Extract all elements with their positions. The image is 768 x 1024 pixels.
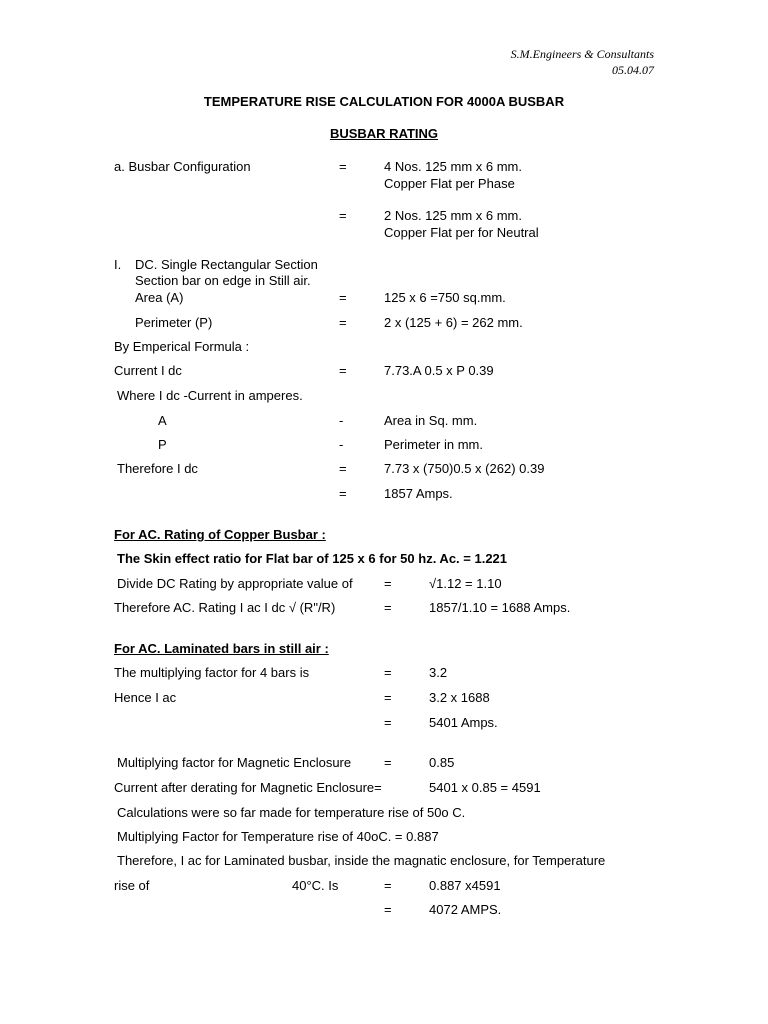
company-name: S.M.Engineers & Consultants <box>510 47 654 61</box>
symbol-a-meaning: Area in Sq. mm. <box>384 413 478 428</box>
config-value-1-line2: Copper Flat per Phase <box>384 176 515 191</box>
divide-label: Divide DC Rating by appropriate value of <box>117 576 353 591</box>
current-dc-formula: 7.73.A 0.5 x P 0.39 <box>384 363 494 378</box>
config-value-2-line2: Copper Flat per for Neutral <box>384 225 539 240</box>
hence-label: Hence I ac <box>114 690 177 705</box>
magnetic-factor-value: 0.85 <box>429 755 455 770</box>
document-date: 05.04.07 <box>612 63 654 77</box>
section-title: BUSBAR RATING <box>329 126 439 141</box>
rise-of-label: rise of <box>114 878 150 893</box>
therefore-laminated-line: Therefore, I ac for Laminated busbar, inside the magnatic enclosure, for Temperature <box>117 853 606 868</box>
final-result: 4072 AMPS. <box>429 902 502 917</box>
area-label: Area (A) <box>135 290 184 305</box>
where-label: Where I dc -Current in amperes. <box>117 388 303 403</box>
divide-equals: = <box>384 576 392 591</box>
hence-equals: = <box>384 690 392 705</box>
multiplying-factor-value: 3.2 <box>429 665 448 680</box>
config-equals-1: = <box>339 159 347 174</box>
symbol-p-meaning: Perimeter in mm. <box>384 437 483 452</box>
multiplying-factor-label: The multiplying factor for 4 bars is <box>114 665 310 680</box>
config-equals-2: = <box>339 208 347 223</box>
perimeter-label: Perimeter (P) <box>135 315 213 330</box>
magnetic-factor-equals: = <box>384 755 392 770</box>
multiplying-factor-equals: = <box>384 665 392 680</box>
config-value-2-line1: 2 Nos. 125 mm x 6 mm. <box>384 208 522 223</box>
rise-value: 0.887 x4591 <box>429 878 501 893</box>
therefore-dc-value: 7.73 x (750)0.5 x (262) 0.39 <box>384 461 545 476</box>
dc-description-line1: DC. Single Rectangular Section <box>135 257 318 272</box>
dc-section-number: I. <box>114 257 122 272</box>
hence-result-value: 5401 Amps. <box>429 715 498 730</box>
final-equals: = <box>384 902 392 917</box>
dc-result-value: 1857 Amps. <box>384 486 453 501</box>
area-value: 125 x 6 =750 sq.mm. <box>384 290 506 305</box>
hence-result-equals: = <box>384 715 392 730</box>
dc-result-equals: = <box>339 486 347 501</box>
perimeter-value: 2 x (125 + 6) = 262 mm. <box>384 315 523 330</box>
document-title: TEMPERATURE RISE CALCULATION FOR 4000A BUSBAR <box>203 94 565 109</box>
current-dc-label: Current I dc <box>114 363 182 378</box>
hence-value: 3.2 x 1688 <box>429 690 490 705</box>
perimeter-equals: = <box>339 315 347 330</box>
current-dc-equals: = <box>339 363 347 378</box>
ac-therefore-value: 1857/1.10 = 1688 Amps. <box>429 600 571 615</box>
formula-label: By Emperical Formula : <box>114 339 250 354</box>
area-equals: = <box>339 290 347 305</box>
ac-rating-heading: For AC. Rating of Copper Busbar : <box>114 527 326 542</box>
therefore-dc-equals: = <box>339 461 347 476</box>
symbol-p: P <box>158 437 167 452</box>
config-label: a. Busbar Configuration <box>114 159 251 174</box>
skin-effect-text: The Skin effect ratio for Flat bar of 125 x 6 for 50 hz. Ac. = 1.221 <box>117 551 508 566</box>
laminated-heading: For AC. Laminated bars in still air : <box>114 641 329 656</box>
derated-current-label: Current after derating for Magnetic Enclosure= <box>114 780 382 795</box>
ac-therefore-equals: = <box>384 600 392 615</box>
calculation-note: Calculations were so far made for temperature rise of 50o C. <box>117 805 466 820</box>
derated-current-value: 5401 x 0.85 = 4591 <box>429 780 541 795</box>
symbol-a: A <box>158 413 167 428</box>
symbol-p-dash: - <box>339 437 344 452</box>
rise-temperature: 40°C. Is <box>292 878 339 893</box>
divide-value: √1.12 = 1.10 <box>429 576 502 591</box>
temperature-factor: Multiplying Factor for Temperature rise of 40oC. = 0.887 <box>117 829 439 844</box>
symbol-a-dash: - <box>339 413 344 428</box>
magnetic-factor-label: Multiplying factor for Magnetic Enclosure <box>117 755 352 770</box>
config-value-1-line1: 4 Nos. 125 mm x 6 mm. <box>384 159 522 174</box>
rise-equals: = <box>384 878 392 893</box>
therefore-dc-label: Therefore I dc <box>117 461 198 476</box>
ac-therefore-label: Therefore AC. Rating I ac I dc √ (R"/R) <box>114 600 336 615</box>
dc-description-line2: Section bar on edge in Still air. <box>135 273 311 288</box>
